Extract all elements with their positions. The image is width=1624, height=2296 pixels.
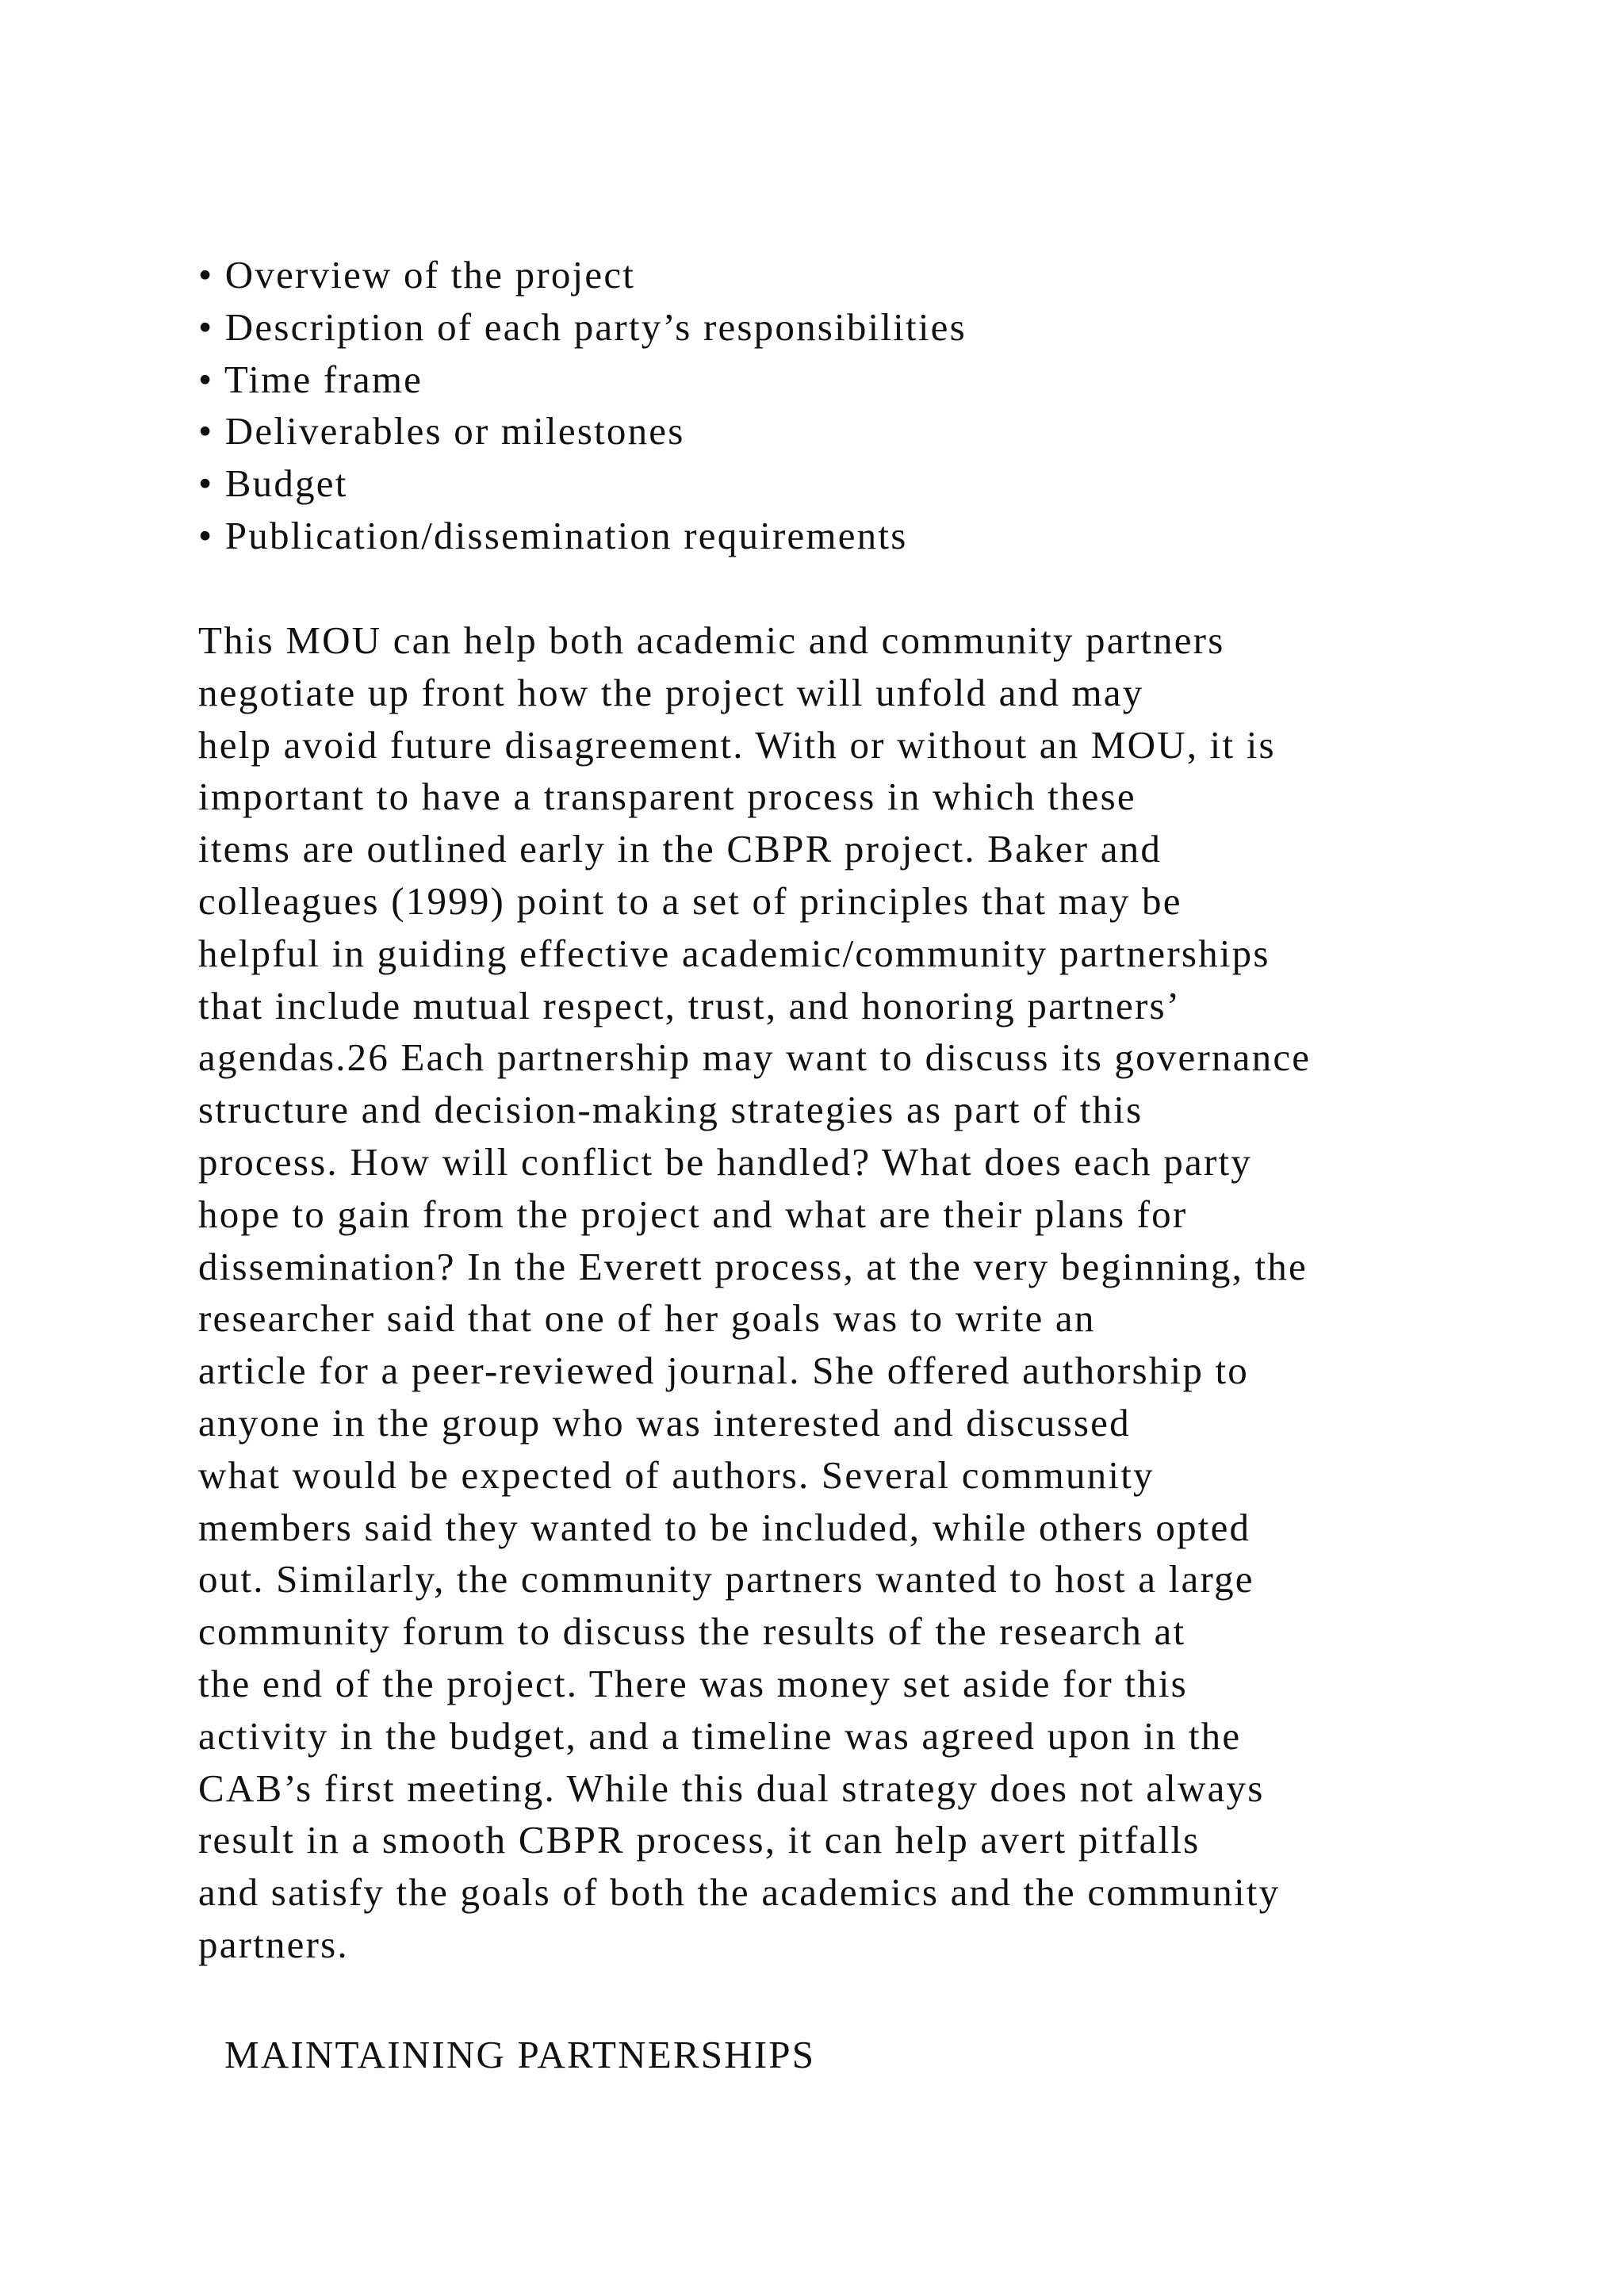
paragraph-line: out. Similarly, the community partners wanted to host a large	[198, 1557, 1254, 1601]
paragraph-line: members said they wanted to be included, while others opted	[198, 1505, 1251, 1549]
paragraph-line: This MOU can help both academic and community partners	[198, 618, 1225, 662]
paragraph-line: important to have a transparent process in which these	[198, 775, 1136, 819]
paragraph-line: that include mutual respect, trust, and honoring partners’	[198, 983, 1182, 1027]
paragraph-line: what would be expected of authors. Several community	[198, 1452, 1155, 1497]
paragraph-line: and satisfy the goals of both the academics and the community	[198, 1870, 1281, 1915]
paragraph-line: process. How will conflict be handled? What does each party	[198, 1139, 1252, 1184]
paragraph-line: anyone in the group who was interested and discussed	[198, 1400, 1131, 1445]
bullet-item: • Overview of the project	[198, 253, 636, 297]
paragraph-line: structure and decision-making strategies as part of this	[198, 1088, 1143, 1132]
bullet-item: • Publication/dissemination requirements	[198, 513, 908, 557]
paragraph-line: article for a peer-reviewed journal. She offered authorship to	[198, 1349, 1249, 1393]
paragraph-line: partners.	[198, 1922, 349, 1966]
bullet-list	[198, 249, 967, 562]
paragraph-line: the end of the project. There was money set aside for this	[198, 1661, 1188, 1705]
paragraph-line: CAB’s first meeting. While this dual strategy does not always	[198, 1766, 1265, 1810]
bullet-item: • Description of each party’s responsibilities	[198, 304, 967, 349]
paragraph-line: dissemination? In the Everett process, at the very beginning, the	[198, 1244, 1308, 1288]
paragraph-line: help avoid future disagreement. With or without an MOU, it is	[198, 722, 1276, 767]
paragraph-line: hope to gain from the project and what are their plans for	[198, 1192, 1188, 1236]
body-paragraph	[198, 614, 1311, 1971]
paragraph-line: helpful in guiding effective academic/community partnerships	[198, 931, 1270, 975]
bullet-item: • Deliverables or milestones	[198, 409, 685, 453]
paragraph-line: negotiate up front how the project will unfold and may	[198, 670, 1144, 714]
bullet-item: • Time frame	[198, 357, 423, 401]
paragraph-line: researcher said that one of her goals was to write an	[198, 1296, 1096, 1341]
paragraph-line: colleagues (1999) point to a set of principles that may be	[198, 878, 1182, 923]
bullet-item: • Budget	[198, 461, 348, 506]
paragraph-line: agendas.26 Each partnership may want to discuss its governance	[198, 1035, 1312, 1080]
paragraph-line: activity in the budget, and a timeline was agreed upon in the	[198, 1713, 1242, 1758]
paragraph-line: result in a smooth CBPR process, it can help avert pitfalls	[198, 1818, 1201, 1862]
paragraph-line: community forum to discuss the results of the research at	[198, 1609, 1186, 1654]
section-heading: MAINTAINING PARTNERSHIPS	[224, 2033, 816, 2076]
paragraph-line: items are outlined early in the CBPR project. Baker and	[198, 827, 1162, 871]
